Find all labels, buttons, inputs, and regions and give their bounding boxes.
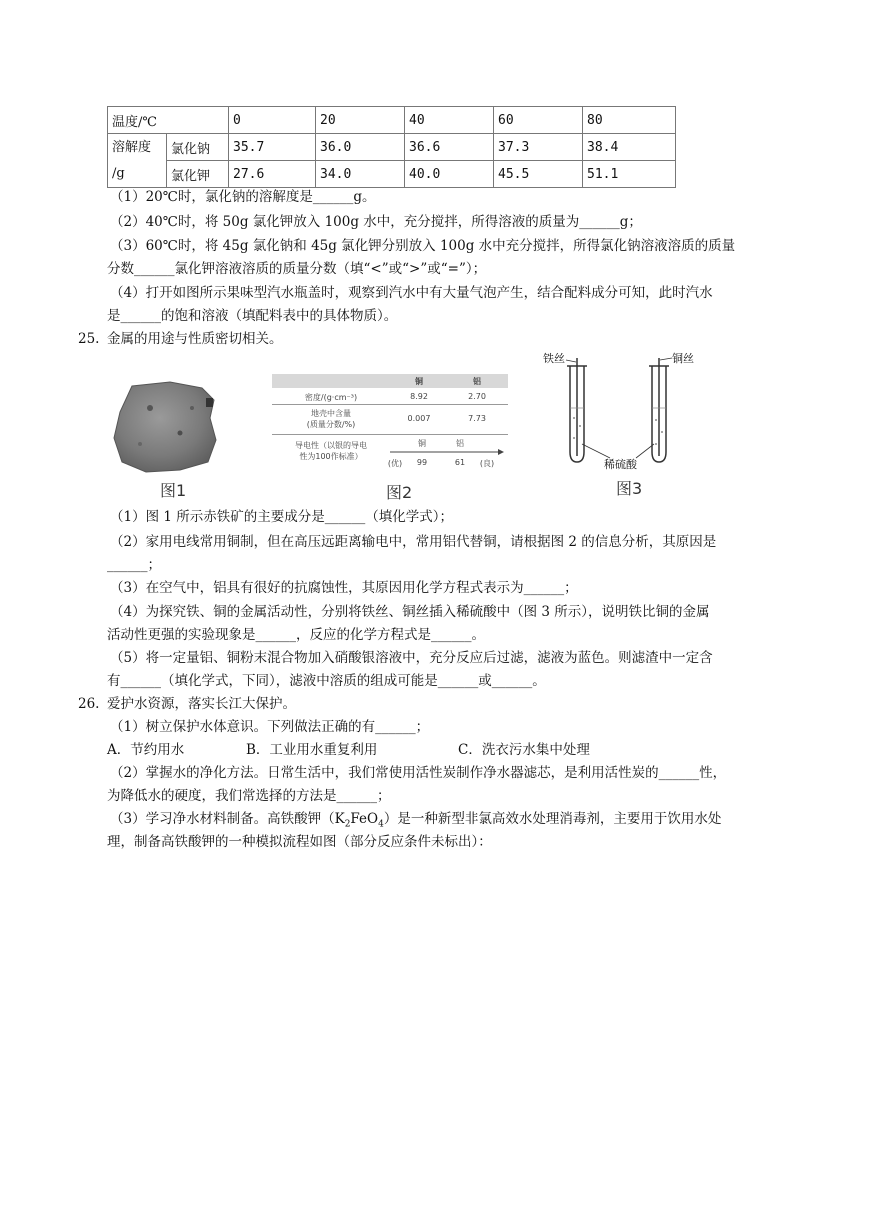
q26-part-1: （1）树立保护水体意识。下列做法正确的有______； (110, 719, 430, 735)
crust-aluminum: 7.73 (468, 414, 486, 423)
table-header-cell: 60 (494, 107, 583, 134)
table-row (108, 161, 676, 188)
subscript-4: 4 (378, 819, 384, 830)
solubility-table (107, 106, 676, 188)
q24-part-3a: （3）60℃时，将 45g 氯化钠和 45g 氯化钾分别放入 100g 水中充分搅拌，所得氯化钠溶液溶质的质量 (110, 238, 736, 254)
table-header-cell: 温度/℃ (108, 107, 229, 134)
conductivity-arrow (388, 448, 506, 456)
q26-part-3a-formula: FeO (350, 811, 379, 827)
col-aluminum: 铝 (473, 377, 481, 386)
q25-part-2b: ______； (107, 557, 161, 573)
figure-1-caption: 图1 (160, 481, 187, 500)
conductivity-good: (优) (387, 459, 403, 468)
table-cell: 35.7 (229, 134, 316, 161)
q24-part-4a: （4）打开如图所示果味型汽水瓶盖时，观察到汽水中有大量气泡产生，结合配料成分可知，此时汽水 (110, 285, 713, 301)
dilute-sulfuric-acid-label: 稀硫酸 (604, 458, 637, 471)
subscript-2: 2 (344, 819, 351, 830)
table-header-cell: 80 (583, 107, 676, 134)
table-row (108, 134, 676, 161)
crust-label-top: 地壳中含量 (311, 409, 351, 418)
crust-label-bottom: (质量分数/%) (306, 420, 356, 429)
conductivity-poor: (良) (479, 459, 495, 468)
conductivity-copper: 99 (416, 458, 428, 467)
table-cell: 36.0 (316, 134, 405, 161)
q24-part-2: （2）40℃时，将 50g 氯化钾放入 100g 水中，充分搅拌，所得溶液的质量为______g； (110, 214, 642, 230)
q25-part-2a: （2）家用电线常用铜制，但在高压远距离输电中，常用铝代替铜，请根据图 2 的信息分析，其原因是 (110, 534, 717, 550)
q26-title: 爱护水资源，落实长江大保护。 (107, 696, 296, 712)
table-cell-name: 氯化钠 (167, 134, 229, 161)
row-label-cell (108, 134, 167, 188)
density-label: 密度/(g·cm⁻³) (304, 393, 358, 402)
q25-part-3: （3）在空气中，铝具有很好的抗腐蚀性，其原因用化学方程式表示为______； (110, 580, 578, 596)
conductivity-aluminum: 61 (454, 458, 466, 467)
figure-2-caption: 图2 (386, 483, 413, 502)
table-cell: 51.1 (583, 161, 676, 188)
q26-number: 26. (78, 696, 100, 712)
q25-number: 25. (78, 331, 100, 347)
q25-part-5a: （5）将一定量铝、铜粉末混合物加入硝酸银溶液中，充分反应后过滤，滤液为蓝色。则滤渣中一定含 (110, 650, 713, 666)
q26-part-2a: （2）掌握水的净化方法。日常生活中，我们常使用活性炭制作净水器滤芯，是利用活性炭的______性， (110, 765, 727, 781)
table-cell-name: 氯化钾 (167, 161, 229, 188)
q26-option-b: B．工业用水重复利用 (246, 742, 378, 758)
metal-property-table (272, 374, 508, 474)
q24-part-3b: 分数______氯化钾溶液溶质的质量分数（填“<”或“>”或“=”）； (107, 261, 487, 277)
table-cell: 34.0 (316, 161, 405, 188)
q24-part-1: （1）20℃时，氯化钠的溶解度是______g。 (110, 189, 376, 205)
figure-3-caption: 图3 (616, 479, 643, 498)
divider (272, 434, 508, 435)
conductivity-copper-name: 铜 (418, 439, 426, 448)
table-cell: 40.0 (405, 161, 494, 188)
q26-part-3a-post: ）是一种新型非氯高效水处理消毒剂，主要用于饮用水处 (383, 811, 722, 827)
col-copper: 铜 (415, 377, 423, 386)
conductivity-aluminum-name: 铝 (456, 439, 464, 448)
iron-wire-label: 铁丝 (543, 352, 565, 365)
hematite-rock-image (110, 378, 220, 476)
table-cell: 38.4 (583, 134, 676, 161)
conductivity-label-top: 导电性（以银的导电 (295, 441, 367, 450)
copper-wire-label: 铜丝 (672, 352, 694, 365)
table-header-cell: 0 (229, 107, 316, 134)
table-header-cell: 20 (316, 107, 405, 134)
q26-option-a: A．节约用水 (107, 742, 185, 758)
table-cell: 37.3 (494, 134, 583, 161)
crust-copper: 0.007 (407, 414, 431, 423)
conductivity-label-bottom: 性为100作标准） (299, 452, 363, 461)
density-aluminum: 2.70 (468, 392, 486, 401)
q26-part-2b: 为降低水的硬度，我们常选择的方法是______； (107, 788, 391, 804)
q25-title: 金属的用途与性质密切相关。 (107, 331, 283, 347)
q26-option-c: C．洗衣污水集中处理 (458, 742, 590, 758)
divider (272, 404, 508, 405)
test-tube-diagram (540, 348, 700, 472)
q25-part-5b: 有______（填化学式，下同），滤液中溶质的组成可能是______或______。 (107, 673, 546, 689)
density-copper: 8.92 (410, 392, 428, 401)
row-label-bottom: /g (112, 165, 125, 181)
table-cell: 27.6 (229, 161, 316, 188)
table-header-row (108, 107, 676, 134)
q26-part-3b: 理，制备高铁酸钾的一种模拟流程如图（部分反应条件未标出）： (107, 834, 492, 850)
table-cell: 36.6 (405, 134, 494, 161)
q24-part-4b: 是______的饱和溶液（填配料表中的具体物质）。 (107, 308, 398, 324)
row-label-top: 溶解度 (112, 139, 152, 155)
q25-part-4a: （4）为探究铁、铜的金属活动性，分别将铁丝、铜丝插入稀硫酸中（图 3 所示），说明铁比铜的金属 (110, 604, 710, 620)
table-cell: 45.5 (494, 161, 583, 188)
table-header-cell: 40 (405, 107, 494, 134)
q25-part-1: （1）图 1 所示赤铁矿的主要成分是______（填化学式）； (110, 509, 454, 525)
q25-part-4b: 活动性更强的实验现象是______，反应的化学方程式是______。 (107, 627, 485, 643)
q26-part-3a-pre: （3）学习净水材料制备。高铁酸钾（K (110, 811, 345, 827)
